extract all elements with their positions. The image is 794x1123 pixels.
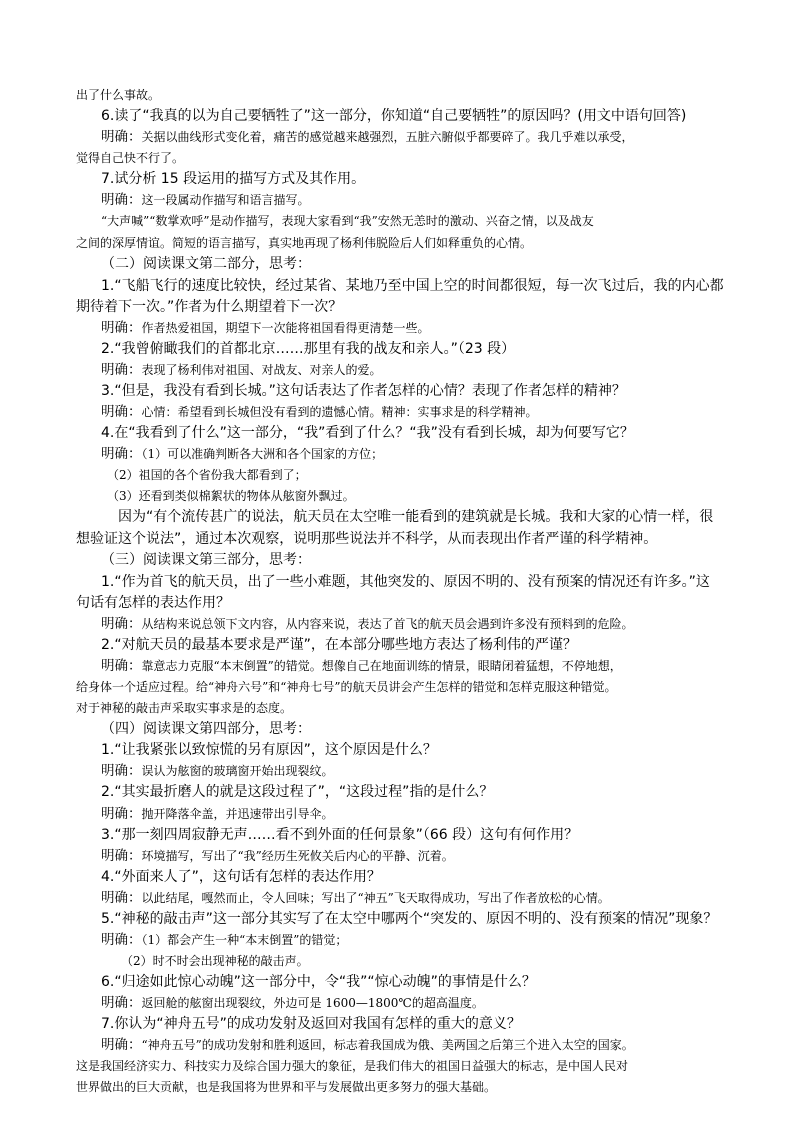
line-text: 5.“神秘的敲击声”这一部分其实写了在太空中哪两个“突发的、原因不明的、没有预案的情况”现象？ (101, 910, 718, 927)
line-text: 误认为舷窗的玻璃窗开始出现裂纹。 (141, 764, 334, 779)
question-line (101, 1013, 754, 1035)
answer-line (101, 613, 754, 635)
answer-line (101, 803, 754, 825)
line-text: 3.“那一刻四周寂静无声……看不到外面的任何景象”（66 段）这句有何作用？ (101, 826, 579, 843)
question-line (76, 296, 754, 318)
answer-line (121, 950, 754, 972)
answer-line (101, 443, 754, 465)
answer-line (101, 655, 754, 677)
line-text: 世界做出的巨大贡献，也是我国将为世界和平与发展做出更多努力的强大基础。 (76, 1080, 497, 1095)
line-text: 7.你认为“神舟五号”的成功发射及返回对我国有怎样的重大的意义？ (101, 1016, 521, 1033)
line-text: （3）还看到类似棉絮状的物体从舷窗外飘过。 (107, 489, 355, 504)
question-line (101, 338, 754, 360)
answer-label: 明确： (101, 805, 142, 822)
line-text: 抛开降落伞盖，并迅速带出引导伞。 (141, 806, 334, 821)
answer-line (101, 126, 754, 148)
question-line (101, 824, 754, 846)
line-text: 这是我国经济实力、科技实力及综合国力强大的象征，是我们伟大的祖国日益强大的标志，是中国人民对 (76, 1059, 629, 1074)
line-text: 4.在“我看到了什么”这一部分，“我”看到了什么？“我”没有看到长城，却为何要写它？ (101, 425, 634, 442)
line-text: （四）阅读课文第四部分，思考： (101, 721, 311, 738)
line-text: 心情：希望看到长城但没有看到的遗憾心情。精神：实事求是的科学精神。 (141, 405, 538, 420)
answer-label: 明确： (101, 446, 142, 463)
line-text: 觉得自己快不行了。 (76, 151, 185, 166)
line-text: 1.“作为首飞的航天员，出了一些小难题，其他突发的、原因不明的、没有预案的情况还有许多。”这 (101, 573, 710, 590)
question-line (101, 168, 754, 190)
line-text: （2）时不时会出现神秘的敲击声。 (121, 954, 309, 969)
line-text: “大声喊”“数掌欢呼”是动作描写，表现大家看到“我”安然无恙时的激动、兴奋之情，以及战友 (101, 214, 594, 229)
answer-line (101, 317, 754, 339)
question-line (101, 908, 754, 930)
answer-label: 明确： (101, 129, 142, 146)
question-line (101, 105, 754, 127)
answer-line (76, 1076, 754, 1098)
question-line (118, 506, 754, 528)
question-line (76, 528, 754, 550)
line-text: 6.读了“我真的以为自己要牺牲了”这一部分，你知道“自己要牺牲”的原因吗？(用文中语句回答) (101, 108, 687, 125)
line-text: 2.“对航天员的最基本要求是严谨”，在本部分哪些地方表达了杨利伟的严谨？ (101, 636, 577, 653)
answer-line (101, 992, 754, 1014)
line-text: 6.“归途如此惊心动魄”这一部分中，令“我”“惊心动魄”的事情是什么？ (101, 974, 536, 991)
line-text: 以此结尾，嘎然而止，令人回味；写出了“神五”飞天取得成功，写出了作者放松的心情。 (141, 890, 610, 905)
line-text: 对于神秘的敲击声采取实事求是的态度。 (76, 701, 293, 716)
answer-line (101, 1034, 754, 1056)
question-line (101, 739, 754, 761)
line-text: 从结构来说总领下文内容，从内容来说，表达了首飞的航天员会遇到许多没有预料到的危险。 (141, 616, 634, 631)
answer-line (101, 760, 754, 782)
line-text: 这一段属动作描写和语言描写。 (141, 193, 310, 208)
answer-label: 明确： (101, 404, 142, 421)
line-text: （1）都会产生一种“本末倒置”的错觉； (141, 932, 348, 947)
line-text: 4.“外面来人了”，这句话有怎样的表达作用？ (101, 868, 381, 885)
answer-line (101, 189, 754, 211)
question-line (101, 253, 754, 275)
line-text: 之间的深厚情谊。简短的语言描写，真实地再现了杨利伟脱险后人们如释重负的心情。 (76, 235, 533, 250)
answer-label: 明确： (101, 995, 142, 1012)
line-text: 表现了杨利伟对祖国、对战友、对亲人的爱。 (141, 362, 382, 377)
line-text: 句话有怎样的表达作用？ (76, 594, 230, 611)
answer-label: 明确： (101, 657, 142, 674)
answer-line (107, 464, 754, 486)
answer-line (101, 929, 754, 951)
line-text: “神舟五号”的成功发射和胜利返回，标志着我国成为俄、美两国之后第三个进入太空的国家。 (141, 1038, 634, 1053)
line-text: 2.“其实最折磨人的就是这段过程了”，“这段过程”指的是什么？ (101, 784, 494, 801)
line-text: 3.“但是，我没有看到长城。”这句话表达了作者怎样的心情？表现了作者怎样的精神？ (101, 383, 626, 400)
line-text: （三）阅读课文第三部分，思考： (101, 551, 311, 568)
answer-line (101, 359, 754, 381)
question-line (101, 866, 754, 888)
line-text: 关据以曲线形式变化着，痛苦的感觉越来越强烈，五脏六腑似乎都要碎了。我几乎难以承受， (141, 130, 634, 145)
question-line (101, 275, 754, 297)
question-line (101, 718, 754, 740)
line-text: 想验证这个说法”，通过本次观察，说明那些说法并不科学，从而表现出作者严谨的科学精神。 (76, 530, 658, 547)
line-text: 1.“让我紧张以致惊慌的另有原因”，这个原因是什么？ (101, 742, 437, 759)
line-text: 期待着下一次。”作者为什么期望着下一次？ (76, 298, 343, 315)
question-line (101, 781, 754, 803)
question-line (101, 422, 754, 444)
answer-label: 明确： (101, 763, 142, 780)
answer-label: 明确： (101, 361, 142, 378)
line-text: 2.“我曾俯瞰我们的首都北京……那里有我的战友和亲人。”（23 段） (101, 340, 516, 357)
answer-line (101, 887, 754, 909)
answer-line (76, 84, 754, 106)
answer-line (101, 210, 754, 232)
answer-label: 明确： (101, 889, 142, 906)
question-line (101, 571, 754, 593)
question-line (76, 592, 754, 614)
line-text: （1）可以准确判断各大洲和各个国家的方位； (141, 447, 384, 462)
line-text: 返回舱的舷窗出现裂纹，外边可是 1600—1800℃的超高温度。 (141, 996, 484, 1011)
answer-line (76, 147, 754, 169)
answer-label: 明确： (101, 319, 142, 336)
question-line (101, 549, 754, 571)
answer-label: 明确： (101, 847, 142, 864)
answer-line (107, 485, 754, 507)
line-text: （2）祖国的各个省份我大都看到了； (107, 468, 307, 483)
line-text: 7.试分析 15 段运用的描写方式及其作用。 (101, 171, 366, 188)
line-text: 环境描写，写出了“我”经历生死攸关后内心的平静、沉着。 (141, 848, 454, 863)
answer-line (76, 697, 754, 719)
answer-line (101, 845, 754, 867)
line-text: 作者热爱祖国，期望下一次能将祖国看得更清楚一些。 (141, 320, 430, 335)
answer-label: 明确： (101, 615, 142, 632)
answer-line (76, 232, 754, 254)
answer-label: 明确： (101, 931, 142, 948)
question-line (101, 380, 754, 402)
answer-line (101, 401, 754, 423)
answer-line (76, 676, 754, 698)
question-line (101, 971, 754, 993)
answer-label: 明确： (101, 1037, 142, 1054)
line-text: 出了什么事故。 (76, 88, 161, 102)
answer-line (76, 1055, 754, 1077)
line-text: 1.“飞船飞行的速度比较快，经过某省、某地乃至中国上空的时间都很短，每一次飞过后，我的内心都 (101, 277, 724, 294)
question-line (101, 634, 754, 656)
line-text: 因为“有个流传甚广的说法，航天员在太空唯一能看到的建筑就是长城。我和大家的心情一样，很 (118, 509, 714, 526)
line-text: 靠意志力克服“本末倒置”的错觉。想像自己在地面训练的情景，眼睛闭着猛想，不停地想， (141, 658, 622, 673)
line-text: 给身体一个适应过程。给“神舟六号”和“神舟七号”的航天员讲会产生怎样的错觉和怎样克服这种错觉。 (76, 680, 617, 695)
answer-label: 明确： (101, 192, 142, 209)
line-text: （二）阅读课文第二部分，思考： (101, 255, 311, 272)
